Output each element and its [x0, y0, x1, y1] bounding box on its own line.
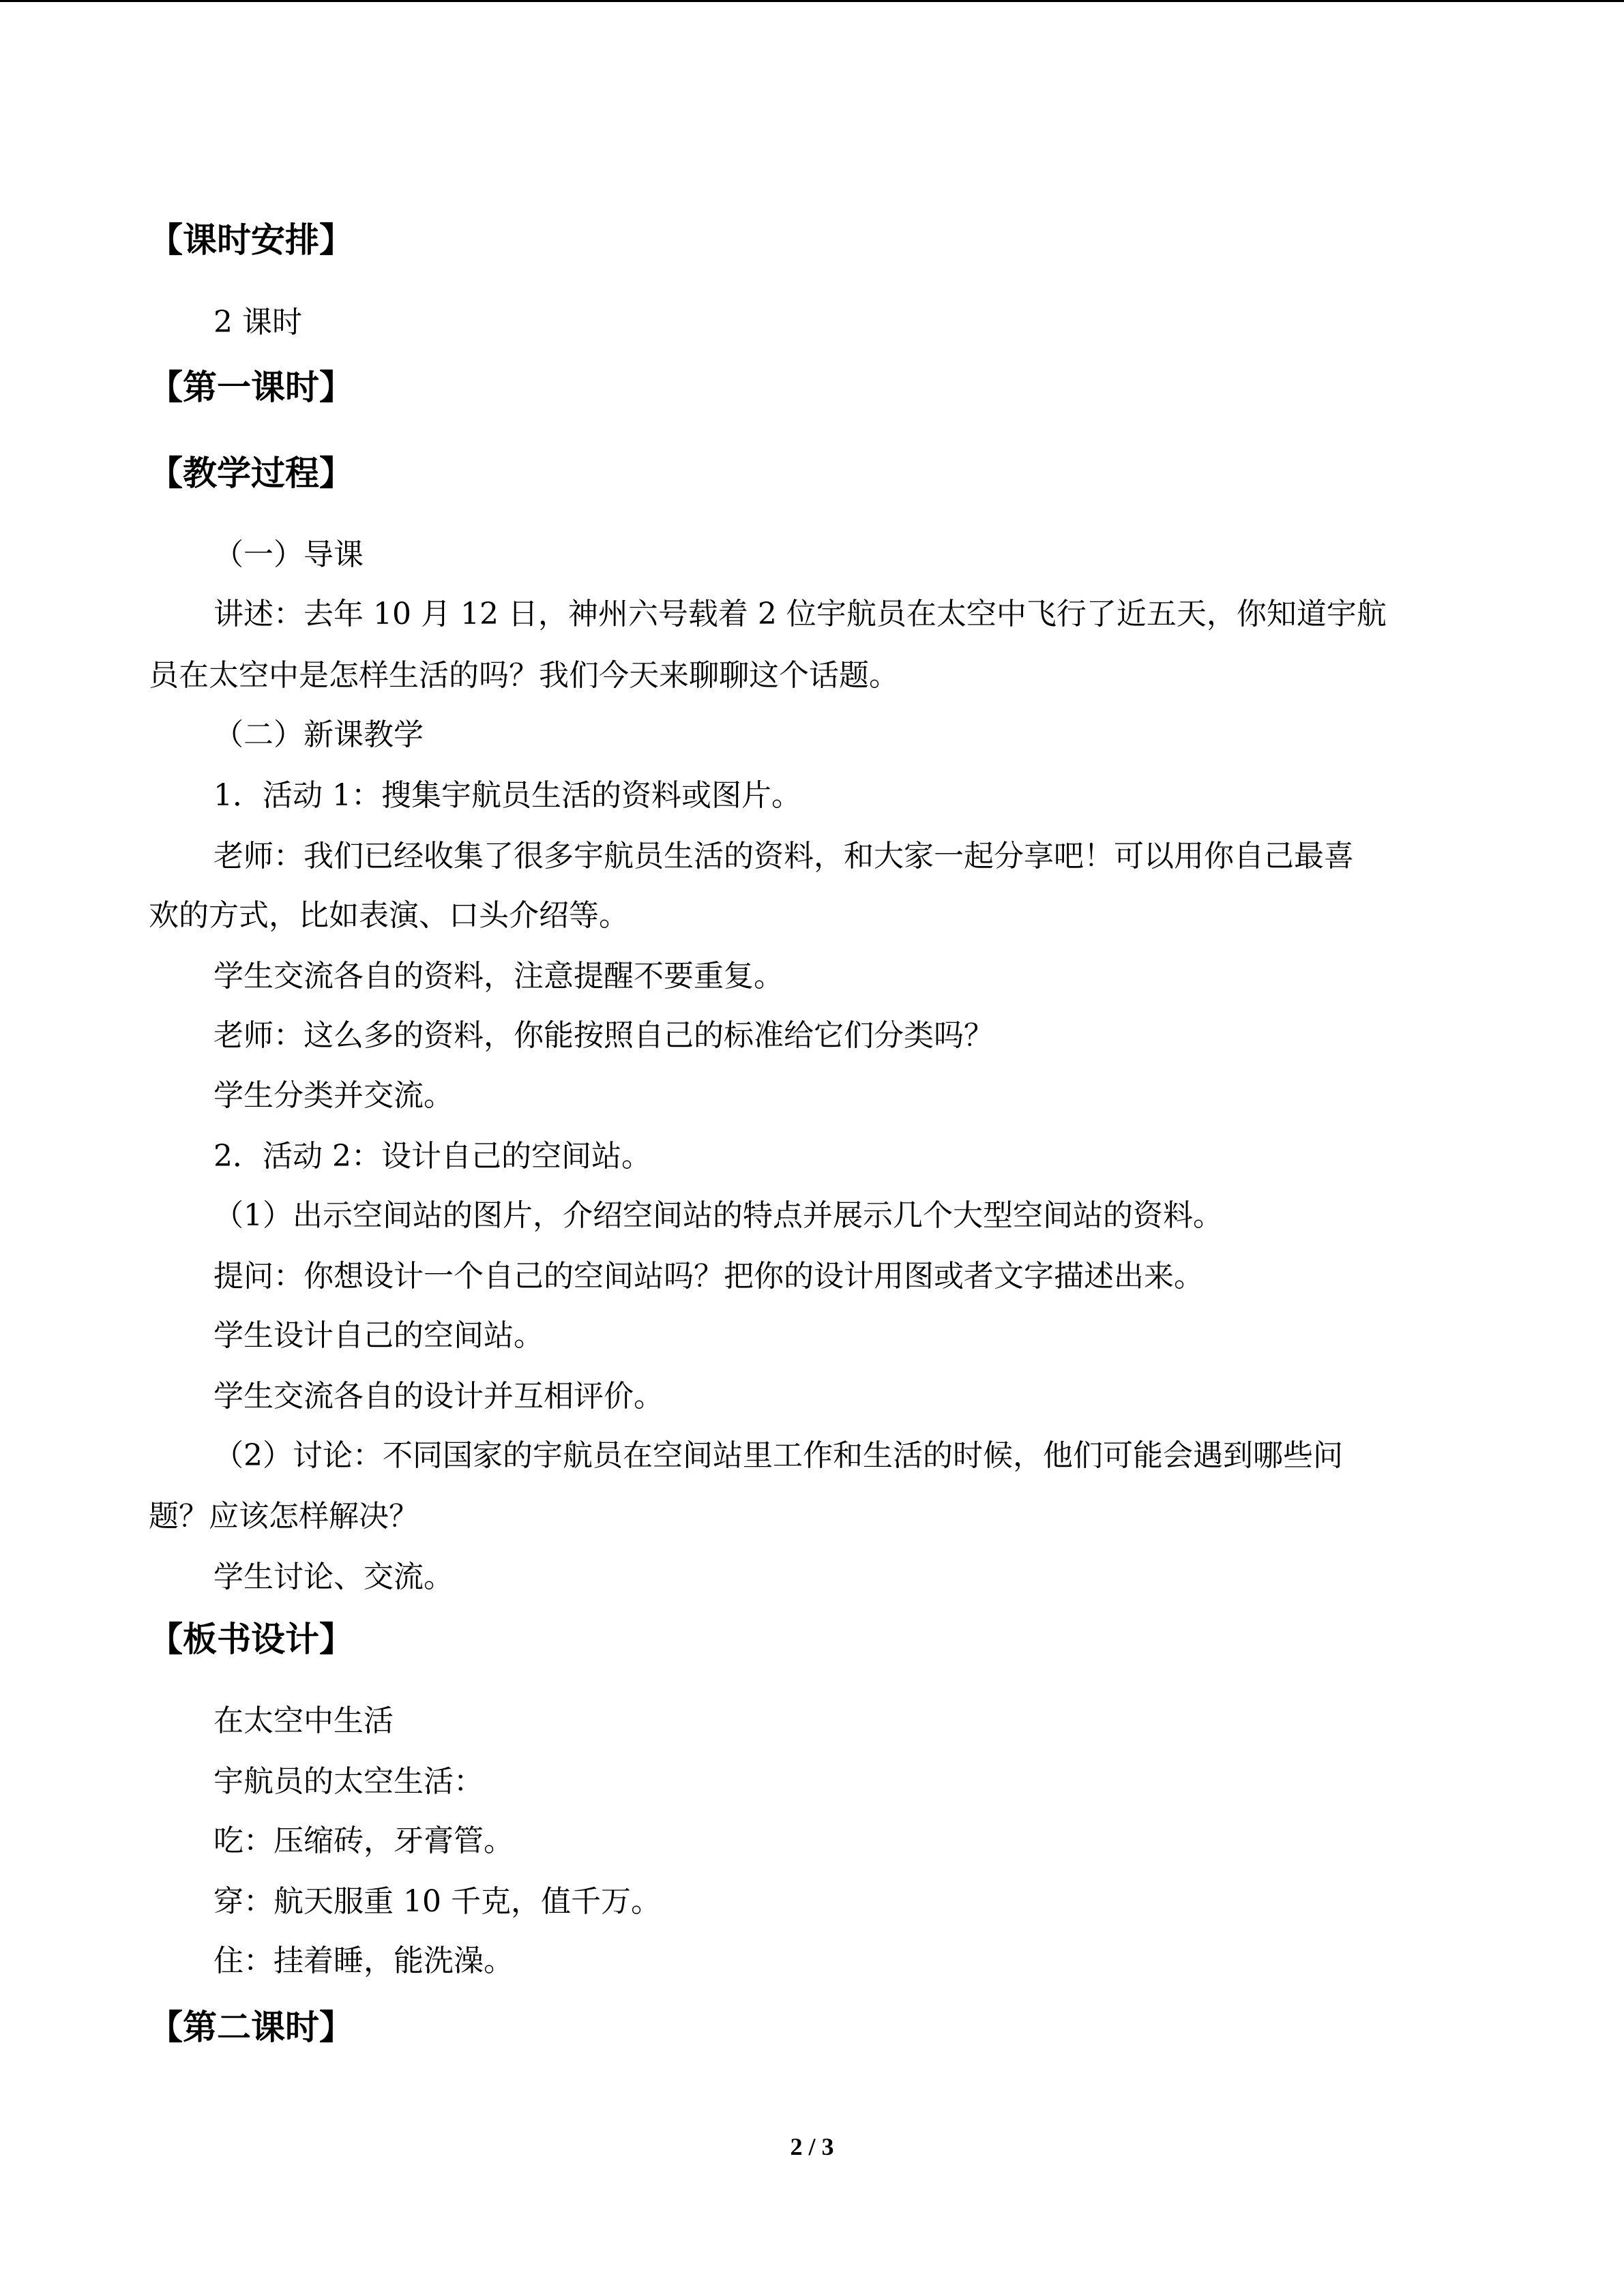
intro-title: （一）导课: [213, 537, 364, 572]
activity1-teacher2: 老师：这么多的资料，你能按照自己的标准给它们分类吗？: [213, 1018, 994, 1053]
activity2-question: 提问：你想设计一个自己的空间站吗？把你的设计用图或者文字描述出来。: [213, 1259, 1204, 1294]
activity1-student2: 学生分类并交流。: [213, 1078, 454, 1113]
board-wear: 穿：航天服重 10 千克，值千万。: [213, 1884, 661, 1919]
board-live: 住：挂着睡，能洗澡。: [213, 1943, 514, 1978]
board-subtitle: 宇航员的太空生活：: [213, 1764, 484, 1799]
activity1-teacher1-line1: 老师：我们已经收集了很多宇航员生活的资料，和大家一起分享吧！可以用你自己最喜: [213, 839, 1354, 874]
top-border-line: [0, 0, 1624, 2]
board-title: 在太空中生活: [213, 1703, 394, 1738]
page-number: 2 / 3: [790, 2133, 834, 2160]
schedule-text: 2 课时: [213, 305, 302, 340]
activity2-item2-line1: （2）讨论：不同国家的宇航员在空间站里工作和生活的时候，他们可能会遇到哪些问: [213, 1438, 1343, 1473]
activity2-student1: 学生设计自己的空间站。: [213, 1318, 544, 1353]
intro-line1: 讲述：去年 10 月 12 日，神州六号载着 2 位宇航员在太空中飞行了近五天，你知道宇航: [213, 597, 1387, 631]
activity1-teacher1-line2: 欢的方式，比如表演、口头介绍等。: [149, 898, 629, 933]
activity2-item2-line2: 题？应该怎样解决？: [149, 1499, 419, 1534]
intro-line2: 员在太空中是怎样生活的吗？我们今天来聊聊这个话题。: [149, 658, 899, 693]
heading-lesson1: 【第一课时】: [149, 368, 353, 407]
activity2-student3: 学生讨论、交流。: [213, 1560, 454, 1594]
heading-schedule: 【课时安排】: [149, 220, 353, 260]
board-eat: 吃：压缩砖，牙膏管。: [213, 1823, 514, 1858]
heading-process: 【教学过程】: [149, 453, 353, 493]
activity2-student2: 学生交流各自的设计并互相评价。: [213, 1379, 664, 1414]
activity1-title: 1．活动 1：搜集宇航员生活的资料或图片。: [213, 778, 801, 813]
new-lesson-title: （二）新课教学: [213, 717, 424, 752]
activity2-item1: （1）出示空间站的图片，介绍空间站的特点并展示几个大型空间站的资料。: [213, 1198, 1223, 1233]
activity1-student1: 学生交流各自的资料，注意提醒不要重复。: [213, 959, 784, 994]
heading-lesson2: 【第二课时】: [149, 2008, 353, 2047]
activity2-title: 2．活动 2：设计自己的空间站。: [213, 1139, 651, 1174]
heading-board: 【板书设计】: [149, 1620, 353, 1659]
